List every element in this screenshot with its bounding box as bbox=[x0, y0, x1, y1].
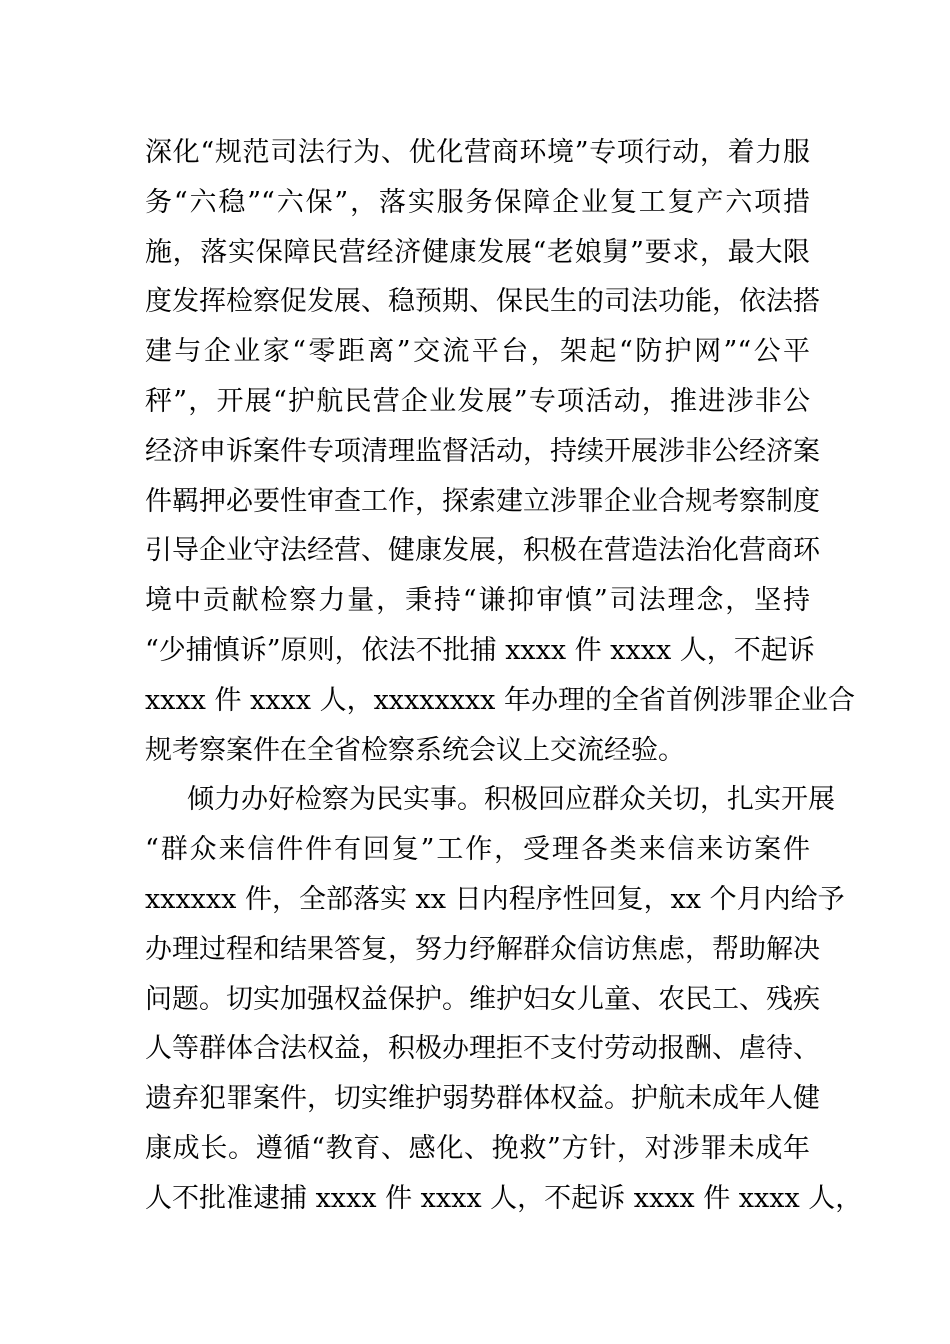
text-line: 度发挥检察促发展、稳预期、保民生的司法功能，依法搭 bbox=[145, 286, 820, 318]
text-line: 遗弃犯罪案件，切实维护弱势群体权益。护航未成年人健 bbox=[145, 1083, 820, 1115]
text-line: 深化“规范司法行为、优化营商环境”专项行动，着力服 bbox=[145, 137, 810, 168]
text-line: 务“六稳”“六保”，落实服务保障企业复工复产六项措 bbox=[145, 186, 810, 218]
text-line: “少捕慎诉”原则，依法不批捕 xxxx 件 xxxx 人，不起诉 bbox=[145, 634, 815, 666]
text-line: 建与企业家“零距离”交流平台，架起“防护网”“公平 bbox=[145, 336, 810, 368]
text-line: 办理过程和结果答复，努力纾解群众信访焦虑，帮助解决 bbox=[145, 933, 820, 965]
text-line: 件羁押必要性审查工作，探索建立涉罪企业合规考察制度 bbox=[145, 485, 820, 517]
text-line: 施，落实保障民营经济健康发展“老娘舅”要求，最大限 bbox=[145, 236, 810, 268]
text-line: 经济申诉案件专项清理监督活动，持续开展涉非公经济案 bbox=[145, 435, 820, 467]
text-line: xxxx 件 xxxx 人，xxxxxxxx 年办理的全省首例涉罪企业合 bbox=[145, 684, 855, 716]
body-text bbox=[145, 128, 863, 1224]
text-line: 人不批准逮捕 xxxx 件 xxxx 人，不起诉 xxxx 件 xxxx 人， bbox=[145, 1182, 863, 1214]
paragraph-end-line: 规考察案件在全省检察系统会议上交流经验。 bbox=[145, 734, 685, 766]
text-line: 人等群体合法权益，积极办理拒不支付劳动报酬、虐待、 bbox=[145, 1033, 820, 1065]
text-line: xxxxxx 件，全部落实 xx 日内程序性回复，xx 个月内给予 bbox=[145, 883, 845, 915]
text-line: 秤”，开展“护航民营企业发展”专项活动，推进涉非公 bbox=[145, 385, 810, 417]
text-line: 引导企业守法经营、健康发展，积极在营造法治化营商环 bbox=[145, 535, 820, 567]
text-line: 问题。切实加强权益保护。维护妇女儿童、农民工、残疾 bbox=[145, 983, 820, 1015]
text-line: “群众来信件件有回复”工作，受理各类来信来访案件 bbox=[145, 834, 810, 866]
text-line: 境中贡献检察力量，秉持“谦抑审慎”司法理念，坚持 bbox=[145, 585, 810, 617]
text-line: 康成长。遵循“教育、感化、挽救”方针，对涉罪未成年 bbox=[145, 1132, 810, 1164]
paragraph-first-line: 倾力办好检察为民实事。积极回应群众关切，扎实开展 bbox=[187, 784, 835, 816]
